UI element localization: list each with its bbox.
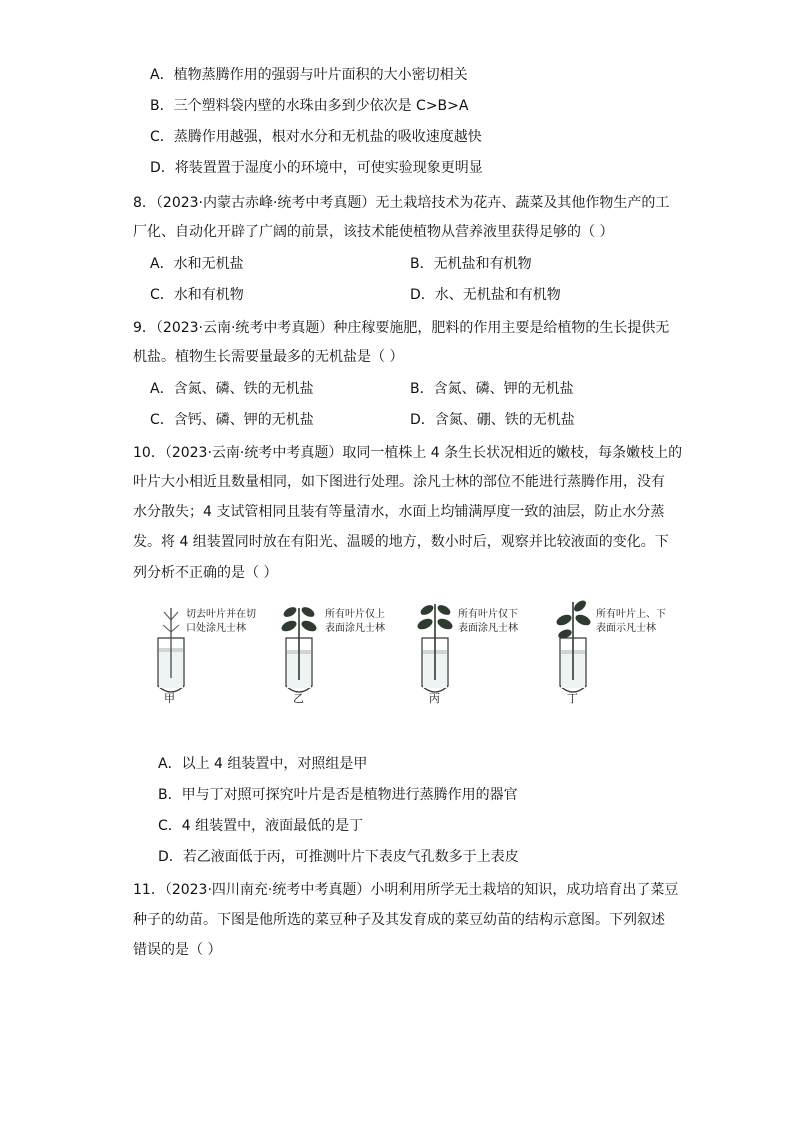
q9-option-b[interactable]: B．含氮、磷、钾的无机盐 [410, 381, 574, 397]
q9-stem-line-2: 机盐。植物生长需要量最多的无机盐是（ ） [133, 349, 404, 365]
q7-option-b[interactable]: B．三个塑料袋内壁的水珠由多到少依次是 C>B>A [150, 98, 469, 114]
q11-stem-line-3: 错误的是（ ） [133, 942, 222, 958]
q10-option-b[interactable]: B．甲与丁对照可探究叶片是否是植物进行蒸腾作用的器官 [158, 787, 518, 803]
test-tube-diagram [150, 598, 690, 708]
q9-option-d[interactable]: D．含氮、硼、铁的无机盐 [410, 412, 575, 428]
tube-ding-label: 丁 [567, 692, 578, 705]
tube-yi-caption-line-2: 表面涂凡士林 [325, 623, 385, 634]
tube-bing-caption-line-2: 表面涂凡士林 [458, 623, 518, 634]
tube-yi-caption-line-1: 所有叶片仅上 [325, 609, 385, 620]
tube-ding-caption-line-1: 所有叶片上、下 [596, 609, 666, 620]
tube-jia-caption-line-2: 口处涂凡士林 [186, 623, 246, 634]
q10-stem-line-2: 叶片大小相近且数量相同，如下图进行处理。涂凡士林的部位不能进行蒸腾作用，没有 [133, 474, 665, 490]
q7-option-c[interactable]: C．蒸腾作用越强，根对水分和无机盐的吸收速度越快 [150, 129, 482, 145]
q10-stem-line-5: 列分析不正确的是（ ） [133, 565, 278, 581]
tube-jia-caption-line-1: 切去叶片并在切 [186, 609, 256, 620]
tube-bing-label: 丙 [429, 692, 440, 705]
q8-option-b[interactable]: B．无机盐和有机物 [410, 256, 532, 272]
q8-stem-line-1: 8．（2023·内蒙古赤峰·统考中考真题）无土栽培技术为花卉、蔬菜及其他作物生产的工 [133, 195, 670, 211]
q7-option-a[interactable]: A．植物蒸腾作用的强弱与叶片面积的大小密切相关 [150, 67, 468, 83]
tube-yi [280, 605, 385, 705]
tube-jia [158, 607, 256, 705]
q8-option-d[interactable]: D．水、无机盐和有机物 [410, 287, 561, 303]
q9-option-a[interactable]: A．含氮、磷、铁的无机盐 [150, 381, 314, 397]
q11-stem-line-1: 11．（2023·四川南充·统考中考真题）小明利用所学无土栽培的知识，成功培育出了菜豆 [133, 882, 679, 898]
q10-option-a[interactable]: A．以上 4 组装置中，对照组是甲 [158, 756, 368, 772]
tube-bing-caption-line-1: 所有叶片仅下 [458, 609, 518, 620]
q11-stem-line-2: 种子的幼苗。下图是他所选的菜豆种子及其发育成的菜豆幼苗的结构示意图。下列叙述 [133, 912, 665, 928]
q9-stem-line-1: 9．（2023·云南·统考中考真题）种庄稼要施肥，肥料的作用主要是给植物的生长提供无 [133, 320, 670, 336]
tube-jia-label: 甲 [164, 692, 175, 705]
tube-ding [555, 598, 666, 705]
q7-option-d[interactable]: D．将装置置于湿度小的环境中，可使实验现象更明显 [150, 160, 483, 176]
tube-yi-label: 乙 [293, 692, 304, 705]
q10-figure [150, 598, 690, 708]
q9-option-c[interactable]: C．含钙、磷、钾的无机盐 [150, 412, 314, 428]
q8-option-c[interactable]: C．水和有机物 [150, 287, 244, 303]
tube-ding-caption-line-2: 表面示凡士林 [596, 623, 656, 634]
q10-stem-line-4: 发。将 4 组装置同时放在有阳光、温暖的地方，数小时后，观察并比较液面的变化。下 [133, 534, 669, 550]
q8-option-a[interactable]: A．水和无机盐 [150, 256, 244, 272]
q8-stem-line-2: 厂化、自动化开辟了广阔的前景，该技术能使植物从营养液里获得足够的（ ） [133, 224, 614, 240]
q10-option-d[interactable]: D．若乙液面低于丙，可推测叶片下表皮气孔数多于上表皮 [158, 849, 519, 865]
q10-option-c[interactable]: C．4 组装置中，液面最低的是丁 [158, 818, 364, 834]
q10-stem-line-1: 10．（2023·云南·统考中考真题）取同一植株上 4 条生长状况相近的嫩枝，每条嫩枝上的 [133, 445, 683, 461]
q10-stem-line-3: 水分散失；4 支试管相同且装有等量清水，水面上均铺满厚度一致的油层，防止水分蒸 [133, 504, 665, 520]
tube-bing [416, 603, 518, 705]
